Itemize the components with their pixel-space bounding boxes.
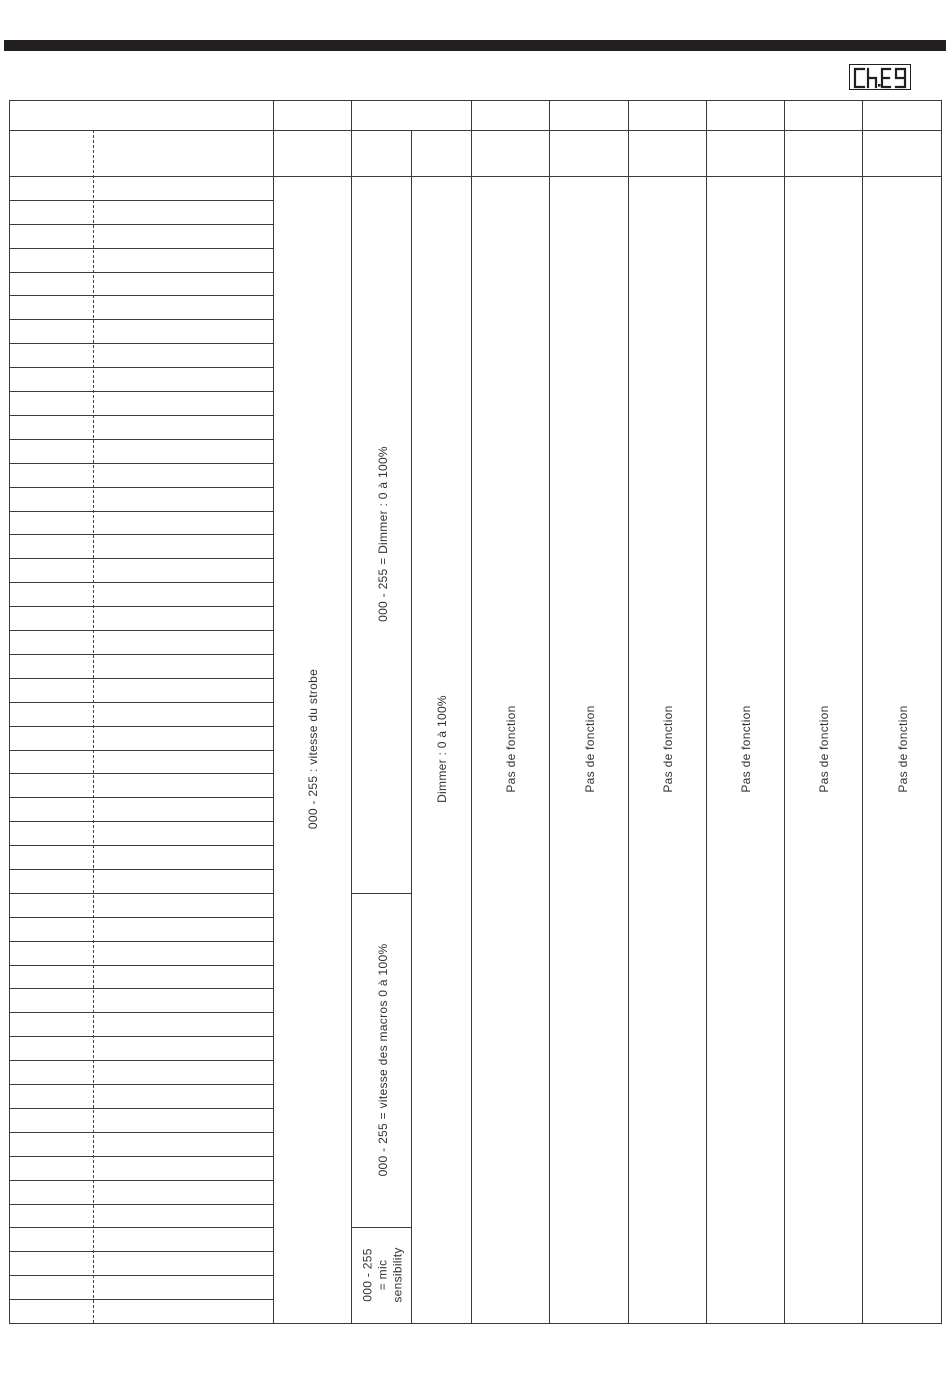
no-function-label: Pas de fonction [504,705,518,793]
grid-line [549,100,550,1324]
grid-line [9,797,274,798]
grid-line [9,1299,274,1300]
grid-line [941,100,942,1324]
grid-line [9,100,10,1324]
grid-line [9,1227,274,1228]
grid-line [9,200,274,201]
grid-line [9,1156,274,1157]
grid-line [9,965,274,966]
grid-line [9,439,274,440]
grid-line [9,511,274,512]
grid-line [9,821,274,822]
grid-line [9,295,274,296]
grid-line [9,1275,274,1276]
no-function-label: Pas de fonction [896,705,910,793]
grid-line [9,319,274,320]
grid-line [9,367,274,368]
grid-line [471,100,472,1324]
grid-line [628,100,629,1324]
strobe-speed-label: 000 - 255 : vitesse du strobe [306,668,320,830]
macro-speed-label: 000 - 255 = vitesse des macros 0 à 100% [376,943,390,1177]
grid-line [784,100,785,1324]
grid-line [9,248,274,249]
grid-line [9,726,274,727]
grid-line [9,558,274,559]
grid-line [9,343,274,344]
grid-line [9,1323,942,1324]
grid-line [9,130,942,131]
no-function-label: Pas de fonction [583,705,597,793]
grid-line [862,100,863,1324]
grid-line [9,463,274,464]
no-function-label: Pas de fonction [739,705,753,793]
grid-line [9,1204,274,1205]
dimmer-range-label: 000 - 255 = Dimmer : 0 à 100% [376,446,390,622]
display-code-icon [849,64,911,90]
no-function-label: Pas de fonction [661,705,675,793]
grid-line [9,917,274,918]
grid-line [9,224,274,225]
grid-line [9,845,274,846]
grid-line [9,1012,274,1013]
grid-line [9,750,274,751]
grid-line [9,988,274,989]
grid-line [9,702,274,703]
dimmer-label: Dimmer : 0 à 100% [435,695,449,803]
grid-line [9,1108,274,1109]
no-function-label: Pas de fonction [817,705,831,793]
grid-line [9,941,274,942]
grid-line [9,534,274,535]
grid-line [9,582,274,583]
grid-line [9,893,274,894]
grid-line [706,100,707,1324]
grid-line [9,176,942,177]
grid-line [9,272,274,273]
grid-line [9,1084,274,1085]
grid-line [9,1132,274,1133]
grid-line [411,130,412,1324]
grid-line [9,1036,274,1037]
mic-sensibility-label: 000 - 255 = mic sensibility [360,1247,405,1303]
grid-line [9,606,274,607]
grid-line [9,100,942,101]
grid-line [273,100,274,1324]
grid-line [9,1251,274,1252]
grid-line [9,391,274,392]
top-rule [4,40,946,51]
grid-line [9,869,274,870]
grid-line [9,654,274,655]
grid-line [9,773,274,774]
grid-line [9,415,274,416]
grid-line [351,893,412,894]
grid-line [9,487,274,488]
grid-line [9,678,274,679]
grid-line [351,1227,412,1228]
grid-line [9,1060,274,1061]
grid-line [9,1180,274,1181]
grid-line [351,100,352,1324]
grid-line [9,630,274,631]
